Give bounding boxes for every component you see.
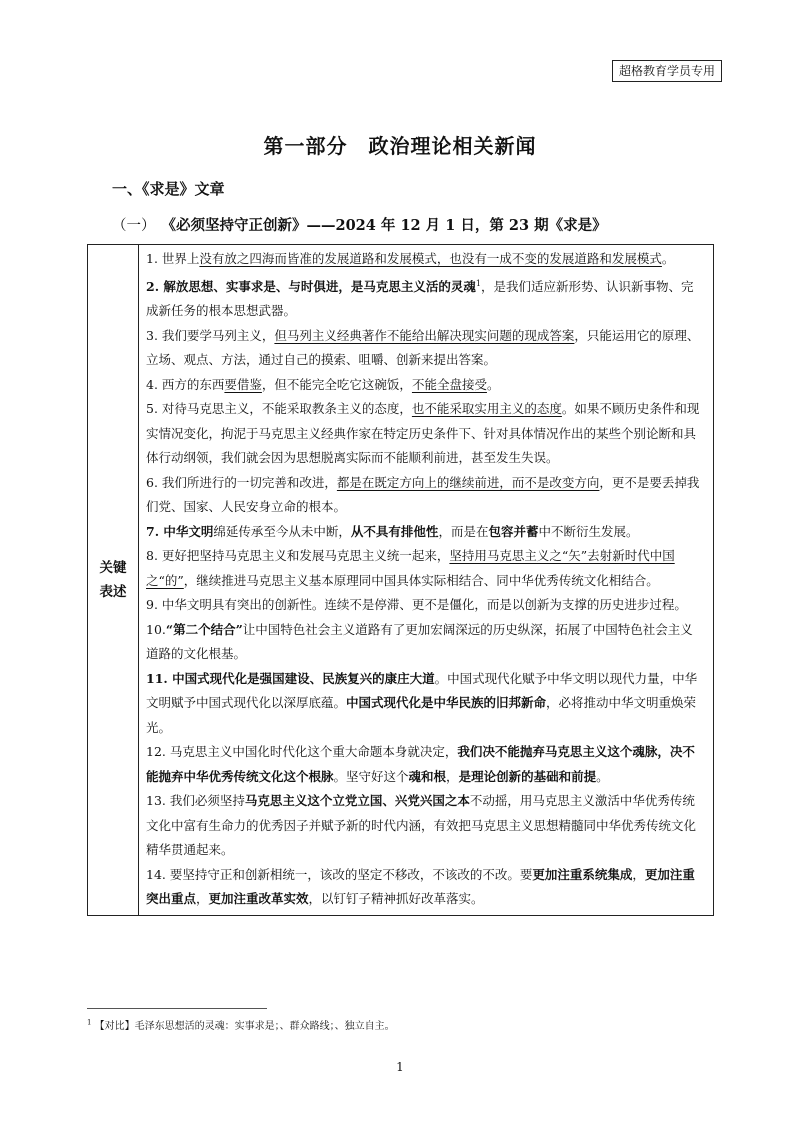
footnote-divider — [87, 1008, 267, 1009]
statement-item: 7. 中华文明绵延传承至今从未中断，从不具有排他性，而是在包容并蓄中不断衍生发展。 — [146, 523, 639, 539]
statement-item: 4. 西方的东西要借鉴，但不能完全吃它这碗饭，不能全盘接受。 — [146, 376, 500, 392]
label-line-2: 表述 — [99, 583, 127, 600]
section-heading: 一、《求是》文章 — [112, 180, 225, 198]
page-number: 1 — [396, 1060, 404, 1074]
label-line-1: 关键 — [99, 559, 127, 576]
statement-item: 3. 我们要学马列主义，但马列主义经典著作不能给出解决现实问题的现成答案，只能运用它的原理、立场、观点、方法，通过自己的摸索、咀嚼、创新来提出答案。 — [146, 327, 700, 368]
page-title: 第一部分 政治理论相关新闻 — [263, 134, 537, 158]
statement-item: 9. 中华文明具有突出的创新性。连续不是停滞、更不是僵化，而是以创新为支撑的历史进步过程。 — [146, 597, 687, 613]
statement-item: 12. 马克思主义中国化时代化这个重大命题本身就决定，我们决不能抛弃马克思主义这个魂脉，决不能抛弃中华优秀传统文化这个根脉。坚守好这个魂和根，是理论创新的基础和前提。 — [146, 744, 695, 784]
footnote-mark: 1 — [87, 1018, 92, 1027]
statement-item: 13. 我们必须坚持马克思主义这个立党立国、兴党兴国之本不动摇，用马克思主义激活中华优秀传统文化中富有生命力的优秀因子并赋予新的时代内涵，有效把马克思主义思想精髓同中华优秀传统文化精华贯通起来。 — [146, 793, 697, 858]
footnote-text: 【对比】毛泽东思想活的灵魂：实事求是；、群众路线；、独立自主。 — [94, 1021, 395, 1032]
header-badge: 超格教育学员专用 — [612, 60, 722, 82]
subsection-date: ——2024 年 12 月 1 日，第 23 期 — [306, 217, 549, 234]
statement-item: 10.“第二个结合”让中国特色社会主义道路有了更加宏阔深远的历史纵深，拓展了中国特色社会主义道路的文化根基。 — [146, 621, 693, 662]
table-label-cell — [88, 245, 139, 916]
statement-item: 14. 要坚持守正和创新相统一，该改的坚定不移改，不该改的不改。要更加注重系统集成，更加注重突出重点，更加注重改革实效，以钉钉子精神抓好改革落实。 — [146, 866, 695, 907]
statement-item: 5. 对待马克思主义，不能采取教条主义的态度，也不能采取实用主义的态度。如果不顾历史条件和现实情况变化，拘泥于马克思主义经典作家在特定历史条件下、针对具体情况作出的某些个别论断和具体行动纲领，我们就会因为思想脱离实际而不能顺利前进，甚至发生失误。 — [146, 401, 700, 466]
subsection-article-title: 《必须坚持守正创新》 — [161, 217, 307, 234]
footnote — [87, 1017, 395, 1032]
footnote-ref: 1 — [475, 278, 481, 288]
key-statements-table — [87, 244, 714, 916]
statement-item: 11. 中国式现代化是强国建设、民族复兴的康庄大道。中国式现代化赋予中华文明以现代力量，中华文明赋予中国式现代化以深厚底蕴。中国式现代化是中华民族的旧邦新命，必将推动中华文明重焕荣光。 — [146, 670, 698, 735]
statement-item: 6. 我们所进行的一切完善和改进，都是在既定方向上的继续前进，而不是改变方向，更不是要丢掉我们党、国家、人民安身立命的根本。 — [146, 474, 700, 515]
subsection-heading — [112, 214, 607, 235]
statement-item: 8. 更好把坚持马克思主义和发展马克思主义统一起来，坚持用马克思主义之“矢”去射新时代中国之“的”，继续推进马克思主义基本原理同中国具体实际相结合、同中华优秀传统文化相结合。 — [146, 548, 675, 588]
subsection-number: （一） — [112, 218, 156, 234]
statement-item: 2. 解放思想、实事求是、与时俱进，是马克思主义活的灵魂$^1$，是我们适应新形势、认识新事物、完成新任务的根本思想武器。 — [146, 278, 694, 319]
table-content-cell — [139, 245, 714, 916]
subsection-source: 《求是》 — [548, 217, 607, 234]
statement-item: 1. 世界上没有放之四海而皆准的发展道路和发展模式，也没有一成不变的发展道路和发展模式。 — [146, 251, 675, 266]
